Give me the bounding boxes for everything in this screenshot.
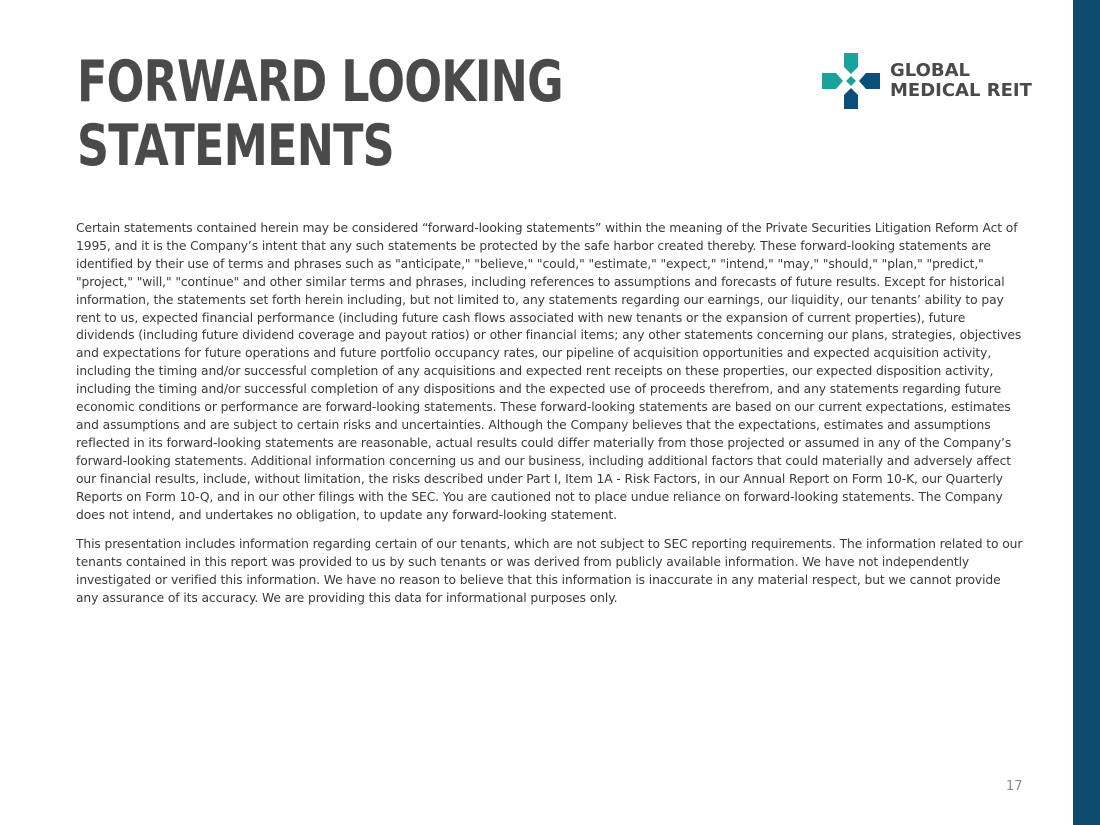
page-number: 17 [1006, 779, 1023, 794]
page-title [77, 50, 607, 178]
title-line-2: STATEMENTS [77, 113, 394, 179]
title-line-1: FORWARD LOOKING [77, 49, 563, 115]
company-logo [820, 51, 1035, 111]
disclaimer-paragraph-1: Certain statements contained herein may be considered “forward-looking statements” within the meaning of the Private Securities Litigation Reform Act of 1995, and it is the Company’s intent that any such statements be protected by the safe harbor created thereby. These forward-looking statements are identified by their use of terms and phrases such as "anticipate," "believe," "could," "estimate," "expect," "intend," "may," "should," "plan," "predict," "project," "will," "continue" and other similar terms and phrases, including references to assumptions and forecasts of future results. Except for historical information, the statements set forth herein including, but not limited to, any statements regarding our earnings, our liquidity, our tenants’ ability to pay rent to us, expected financial performance (including future cash flows associated with new tenants or the expansion of current properties), future dividends (including future dividend coverage and payout ratios) or other financial items; any other statements concerning our plans, strategies, objectives and expectations for future operations and future portfolio occupancy rates, our pipeline of acquisition opportunities and expected acquisition activity, including the timing and/or successful completion of any acquisitions and expected rent receipts on these properties, our expected disposition activity, including the timing and/or successful completion of any dispositions and the expected use of proceeds therefrom, and any statements regarding future economic conditions or performance are forward-looking statements. These forward-looking statements are based on our current expectations, estimates and assumptions and are subject to certain risks and uncertainties. Although the Company believes that the expectations, estimates and assumptions reflected in its forward-looking statements are reasonable, actual results could differ materially from those projected or assumed in any of the Company’s forward-looking statements. Additional information concerning us and our business, including additional factors that could materially and adversely affect our financial results, include, without limitation, the risks described under Part I, Item 1A - Risk Factors, in our Annual Report on Form 10-K, our Quarterly Reports on Form 10-Q, and in our other filings with the SEC. You are cautioned not to place undue reliance on forward-looking statements. The Company does not intend, and undertakes no obligation, to update any forward-looking statement. [76, 221, 1022, 522]
logo-line-2: MEDICAL REIT [890, 80, 1032, 101]
logo-text [890, 61, 1032, 101]
medical-cross-logo-icon [820, 51, 882, 113]
right-accent-bar [1073, 0, 1100, 825]
disclaimer-body [76, 220, 1026, 620]
logo-line-1: GLOBAL [890, 60, 971, 81]
disclaimer-paragraph-2: This presentation includes information regarding certain of our tenants, which are not subject to SEC reporting requirements. The information related to our tenants contained in this report was provided to us by such tenants or was derived from publicly available information. We have not independently investigated or verified this information. We have no reason to believe that this information is inaccurate in any material respect, but we cannot provide any assurance of its accuracy. We are providing this data for informational purposes only. [76, 537, 1023, 606]
